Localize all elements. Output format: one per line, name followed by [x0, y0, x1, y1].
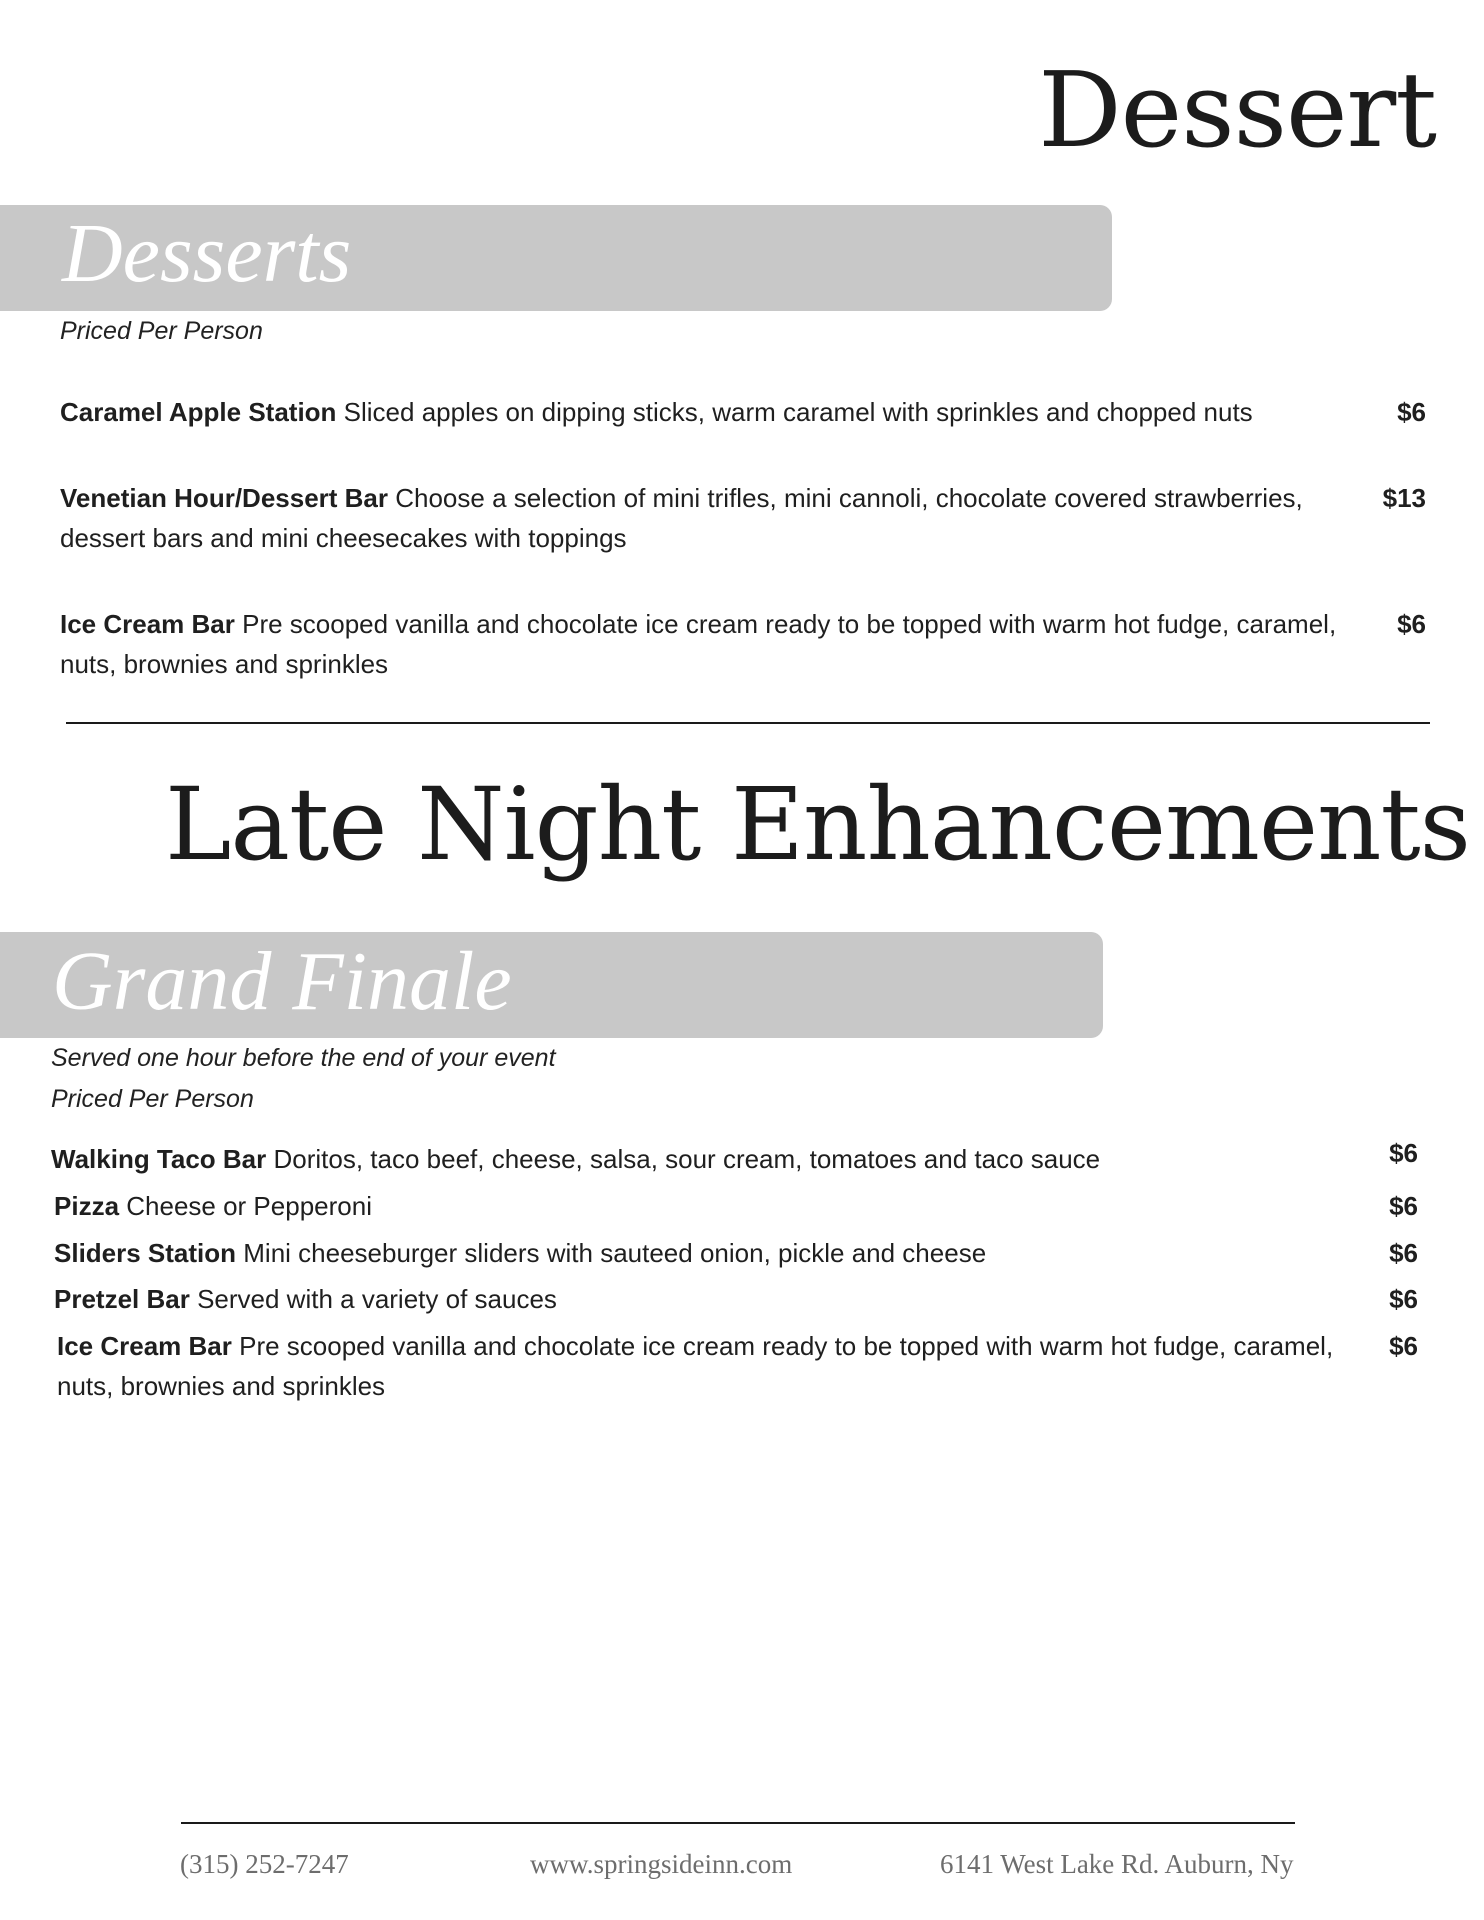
grand-finale-item-name: Pretzel Bar — [54, 1284, 190, 1314]
grand-finale-item — [54, 1186, 1354, 1226]
footer-website: www.springsideinn.com — [530, 1849, 793, 1879]
grand-finale-item-price: $6 — [1389, 1138, 1418, 1168]
grand-finale-item-name: Walking Taco Bar — [51, 1144, 267, 1174]
footer-address: 6141 West Lake Rd. Auburn, Ny — [940, 1849, 1294, 1879]
grand-finale-price-note: Priced Per Person — [51, 1085, 254, 1113]
dessert-item-price: $6 — [1397, 397, 1426, 427]
dessert-item-price: $6 — [1397, 609, 1426, 639]
dessert-item — [60, 392, 1360, 432]
grand-finale-item-name: Pizza — [54, 1191, 120, 1221]
dessert-item-price: $13 — [1382, 483, 1426, 513]
footer-phone: (315) 252-7247 — [180, 1849, 349, 1879]
grand-finale-item-name: Ice Cream Bar — [57, 1331, 232, 1361]
dessert-item — [60, 478, 1360, 558]
dessert-item-desc: Pre scooped vanilla and chocolate ice cream ready to be topped with warm hot fudge, caramel, nuts, brownies and sprinkles — [60, 609, 1337, 679]
late-night-title: Late Night Enhancements — [165, 766, 1470, 883]
desserts-section-title: Desserts — [62, 207, 352, 300]
grand-finale-item-desc: Pre scooped vanilla and chocolate ice cream ready to be topped with warm hot fudge, caramel, nuts, brownies and sprinkles — [57, 1331, 1334, 1401]
grand-finale-item-desc: Cheese or Pepperoni — [119, 1191, 372, 1221]
grand-finale-item-price: $6 — [1389, 1238, 1418, 1268]
grand-finale-section-title: Grand Finale — [52, 935, 512, 1028]
grand-finale-item-price: $6 — [1389, 1331, 1418, 1361]
footer-divider — [181, 1822, 1295, 1824]
dessert-item-name: Ice Cream Bar — [60, 609, 235, 639]
dessert-item-name: Caramel Apple Station — [60, 397, 337, 427]
grand-finale-item — [57, 1326, 1357, 1406]
dessert-item — [60, 604, 1360, 684]
grand-finale-item — [51, 1139, 1351, 1179]
grand-finale-item — [54, 1233, 1354, 1273]
grand-finale-item — [54, 1279, 1354, 1319]
dessert-item-desc: Sliced apples on dipping sticks, warm caramel with sprinkles and chopped nuts — [336, 397, 1253, 427]
grand-finale-item-price: $6 — [1389, 1191, 1418, 1221]
page-title: Dessert — [1038, 49, 1436, 171]
dessert-item-name: Venetian Hour/Dessert Bar — [60, 483, 389, 513]
grand-finale-serve-note: Served one hour before the end of your event — [51, 1044, 556, 1072]
dessert-item-desc: Choose a selection of mini trifles, mini cannoli, chocolate covered strawberries, dessert bars and mini cheesecakes with toppings — [60, 483, 1303, 553]
grand-finale-item-price: $6 — [1389, 1284, 1418, 1314]
grand-finale-item-desc: Mini cheeseburger sliders with sauteed onion, pickle and cheese — [236, 1238, 987, 1268]
desserts-price-note: Priced Per Person — [60, 317, 263, 345]
grand-finale-item-name: Sliders Station — [54, 1238, 237, 1268]
grand-finale-item-desc: Doritos, taco beef, cheese, salsa, sour cream, tomatoes and taco sauce — [266, 1144, 1101, 1174]
section-divider — [66, 722, 1430, 724]
grand-finale-item-desc: Served with a variety of sauces — [189, 1284, 557, 1314]
